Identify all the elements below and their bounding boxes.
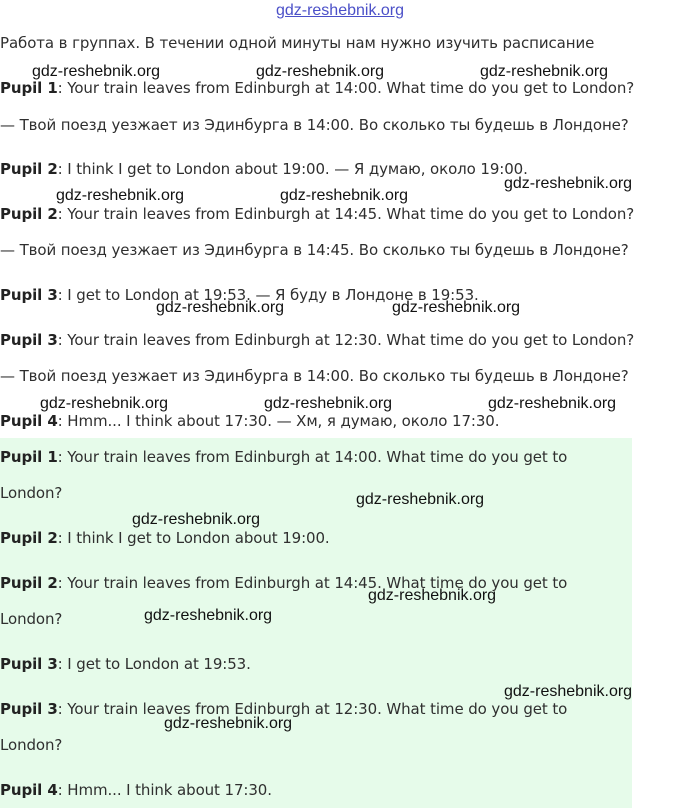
dialogue-line: — Твой поезд уезжает из Эдинбурга в 14:45. Во сколько ты будешь в Лондоне? bbox=[0, 241, 629, 259]
watermark: gdz-reshebnik.org bbox=[164, 715, 293, 732]
watermark: gdz-reshebnik.org bbox=[56, 187, 185, 204]
watermark: gdz-reshebnik.org bbox=[392, 299, 521, 316]
watermark: gdz-reshebnik.org bbox=[504, 683, 633, 700]
watermark: gdz-reshebnik.org bbox=[256, 63, 385, 80]
watermark: gdz-reshebnik.org bbox=[480, 63, 609, 80]
dialogue-line: Pupil 4: Hmm... I think about 17:30. — Хм, я думаю, около 17:30. bbox=[0, 412, 500, 430]
answer-line: Pupil 1: Your train leaves from Edinburgh at 14:00. What time do you get to bbox=[0, 448, 568, 466]
dialogue-line: Pupil 3: I get to London at 19:53. — Я буду в Лондоне в 19:53. bbox=[0, 286, 479, 304]
watermark: gdz-reshebnik.org bbox=[32, 63, 161, 80]
watermark: gdz-reshebnik.org bbox=[156, 299, 285, 316]
watermark: gdz-reshebnik.org bbox=[488, 395, 617, 412]
answer-line: Pupil 3: Your train leaves from Edinburgh at 12:30. What time do you get to bbox=[0, 700, 568, 718]
answer-line: Pupil 3: I get to London at 19:53. bbox=[0, 655, 251, 673]
intro-text: Работа в группах. В течении одной минуты нам нужно изучить расписание bbox=[0, 34, 595, 52]
watermark: gdz-reshebnik.org bbox=[504, 175, 633, 192]
watermark: gdz-reshebnik.org bbox=[264, 395, 393, 412]
dialogue-line: — Твой поезд уезжает из Эдинбурга в 14:00. Во сколько ты будешь в Лондоне? bbox=[0, 116, 629, 134]
answer-line: London? bbox=[0, 736, 63, 754]
watermark: gdz-reshebnik.org bbox=[356, 491, 485, 508]
site-link[interactable]: gdz-reshebnik.org bbox=[275, 2, 405, 19]
watermark: gdz-reshebnik.org bbox=[280, 187, 409, 204]
dialogue-line: — Твой поезд уезжает из Эдинбурга в 14:00. Во сколько ты будешь в Лондоне? bbox=[0, 367, 629, 385]
answer-line: Pupil 4: Hmm... I think about 17:30. bbox=[0, 781, 272, 799]
answer-line: Pupil 2: I think I get to London about 19:00. bbox=[0, 529, 330, 547]
answer-block bbox=[0, 438, 632, 808]
watermark: gdz-reshebnik.org bbox=[144, 607, 273, 624]
answer-line: Pupil 2: Your train leaves from Edinburgh at 14:45. What time do you get to bbox=[0, 574, 568, 592]
watermark: gdz-reshebnik.org bbox=[132, 511, 261, 528]
answer-line: London? bbox=[0, 484, 63, 502]
dialogue-line: Pupil 2: I think I get to London about 19:00. — Я думаю, около 19:00. bbox=[0, 160, 528, 178]
dialogue-line: Pupil 2: Your train leaves from Edinburgh at 14:45. What time do you get to London? bbox=[0, 205, 635, 223]
answer-line: London? bbox=[0, 610, 63, 628]
watermark: gdz-reshebnik.org bbox=[40, 395, 169, 412]
dialogue-line: Pupil 3: Your train leaves from Edinburgh at 12:30. What time do you get to London? bbox=[0, 331, 635, 349]
watermark: gdz-reshebnik.org bbox=[368, 587, 497, 604]
dialogue-line: Pupil 1: Your train leaves from Edinburgh at 14:00. What time do you get to London? bbox=[0, 79, 635, 97]
